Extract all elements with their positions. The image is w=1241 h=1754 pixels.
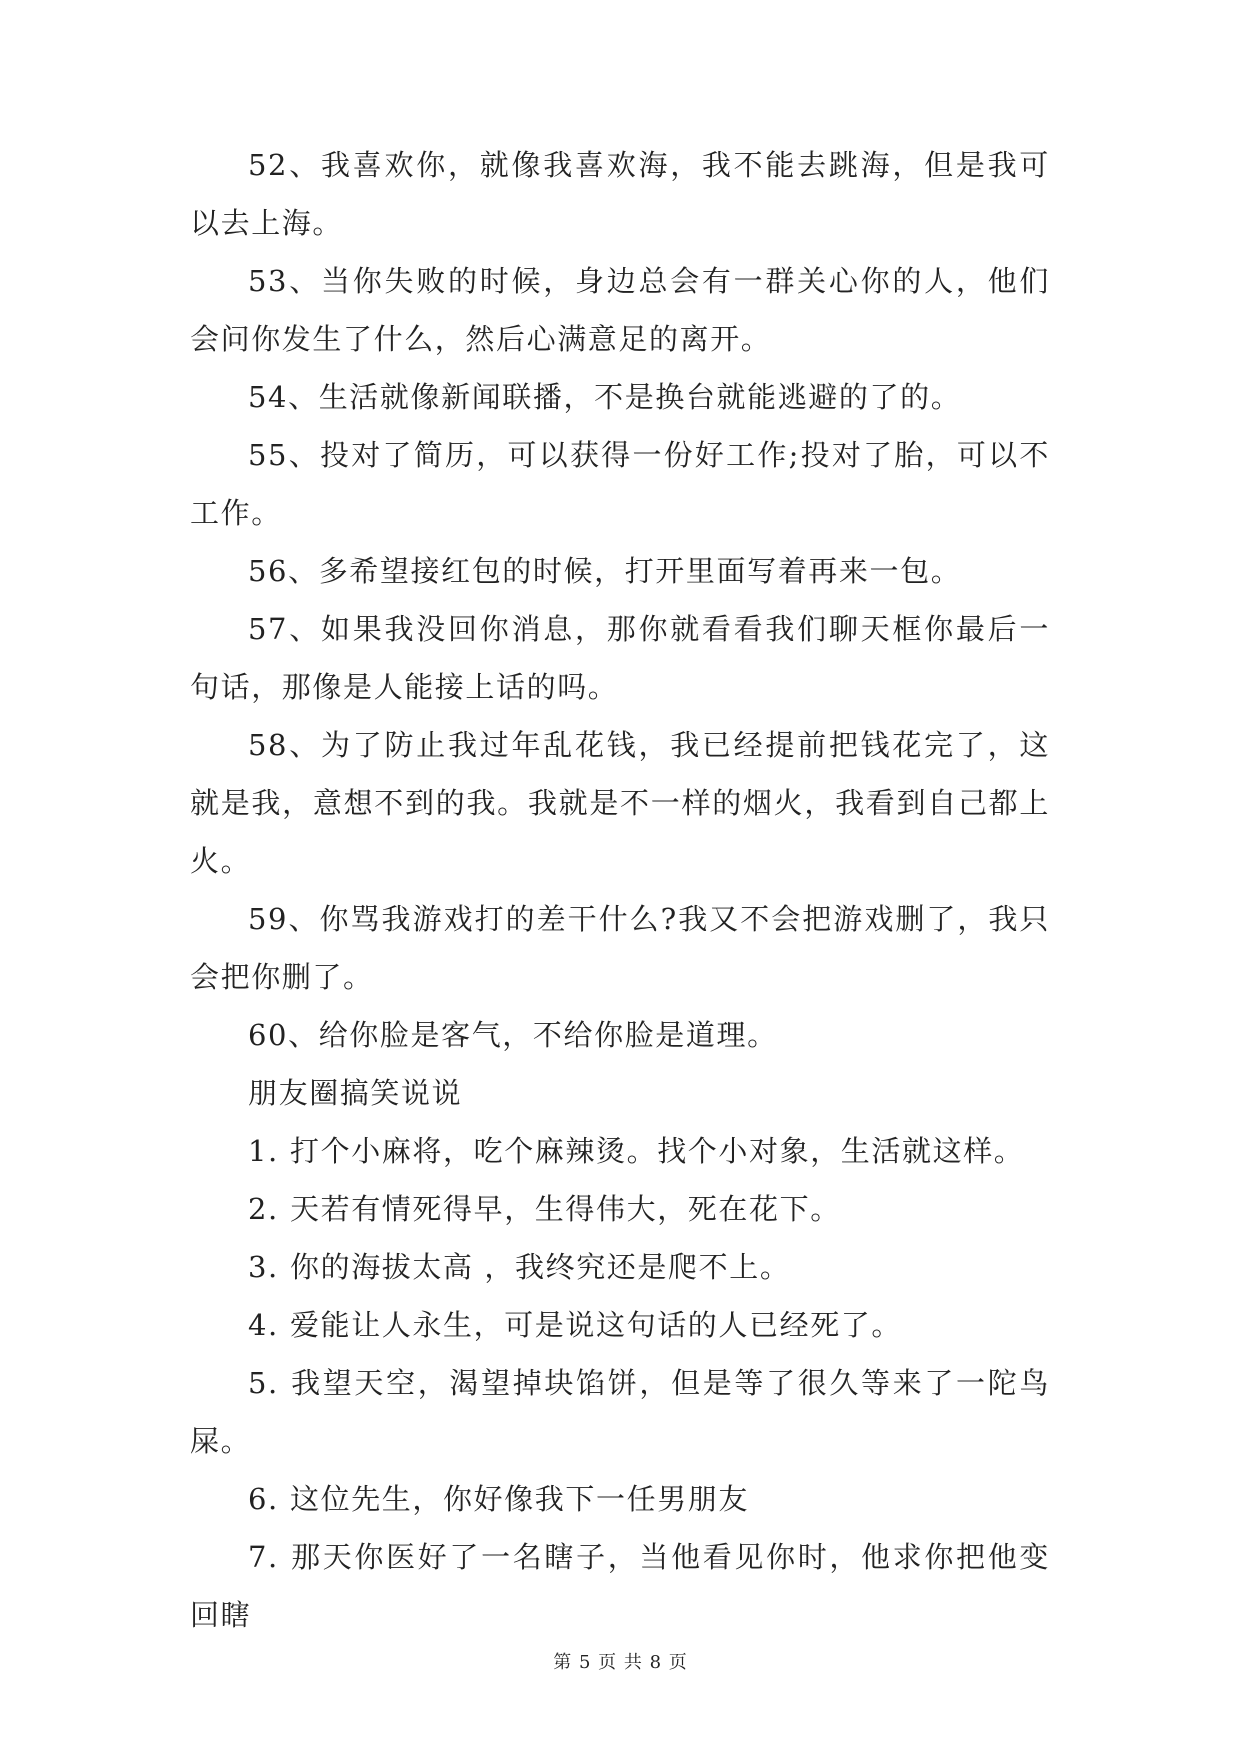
paragraph-57: 57、如果我没回你消息，那你就看看我们聊天框你最后一句话，那像是人能接上话的吗。 bbox=[190, 612, 1050, 704]
list-marker: 2. bbox=[248, 1192, 279, 1226]
list-item-text: 打个小麻将，吃个麻辣烫。找个小对象，生活就这样。 bbox=[290, 1134, 1025, 1168]
list-item-text: 你的海拔太高 ，我终究还是爬不上。 bbox=[290, 1250, 791, 1284]
list-marker: 7. bbox=[248, 1540, 279, 1574]
paragraph-53: 53、当你失败的时候，身边总会有一群关心你的人，他们会问你发生了什么，然后心满意足的离开。 bbox=[190, 264, 1050, 356]
section-heading: 朋友圈搞笑说说 bbox=[248, 1076, 463, 1110]
list-item-text: 那天你医好了一名瞎子，当他看见你时，他求你把他变回瞎 bbox=[190, 1540, 1050, 1632]
list-marker: 1. bbox=[248, 1134, 279, 1168]
paragraph-60: 60、给你脸是客气，不给你脸是道理。 bbox=[248, 1018, 778, 1052]
list-item-3 bbox=[190, 1238, 1050, 1296]
page-content bbox=[190, 136, 1050, 1632]
list-item-5 bbox=[190, 1354, 1050, 1470]
list-item-2 bbox=[190, 1180, 1050, 1238]
list-item-4 bbox=[190, 1296, 1050, 1354]
paragraph-52: 52、我喜欢你，就像我喜欢海，我不能去跳海，但是我可以去上海。 bbox=[190, 148, 1050, 240]
list-marker: 5. bbox=[248, 1366, 279, 1400]
list-item-6 bbox=[190, 1470, 1050, 1528]
list-item-text: 这位先生，你好像我下一任男朋友 bbox=[290, 1482, 750, 1516]
paragraph-58: 58、为了防止我过年乱花钱，我已经提前把钱花完了，这就是我，意想不到的我。我就是不一样的烟火，我看到自己都上火。 bbox=[190, 728, 1050, 878]
paragraph-56: 56、多希望接红包的时候，打开里面写着再来一包。 bbox=[248, 554, 962, 588]
paragraph-54: 54、生活就像新闻联播，不是换台就能逃避的了的。 bbox=[248, 380, 962, 414]
list-item-1 bbox=[190, 1122, 1050, 1180]
list-marker: 3. bbox=[248, 1250, 279, 1284]
list-marker: 6. bbox=[248, 1482, 279, 1516]
paragraph-55: 55、投对了简历，可以获得一份好工作;投对了胎，可以不工作。 bbox=[190, 438, 1050, 530]
list-item-text: 爱能让人永生，可是说这句话的人已经死了。 bbox=[290, 1308, 903, 1342]
page-footer: 第 5 页 共 8 页 bbox=[553, 1652, 688, 1673]
list-item-7 bbox=[190, 1528, 1050, 1644]
paragraph-59: 59、你骂我游戏打的差干什么?我又不会把游戏删了，我只会把你删了。 bbox=[190, 902, 1050, 994]
list-item-text: 天若有情死得早，生得伟大，死在花下。 bbox=[290, 1192, 841, 1226]
list-marker: 4. bbox=[248, 1308, 279, 1342]
list-item-text: 我望天空，渴望掉块馅饼，但是等了很久等来了一陀鸟屎。 bbox=[190, 1366, 1050, 1458]
